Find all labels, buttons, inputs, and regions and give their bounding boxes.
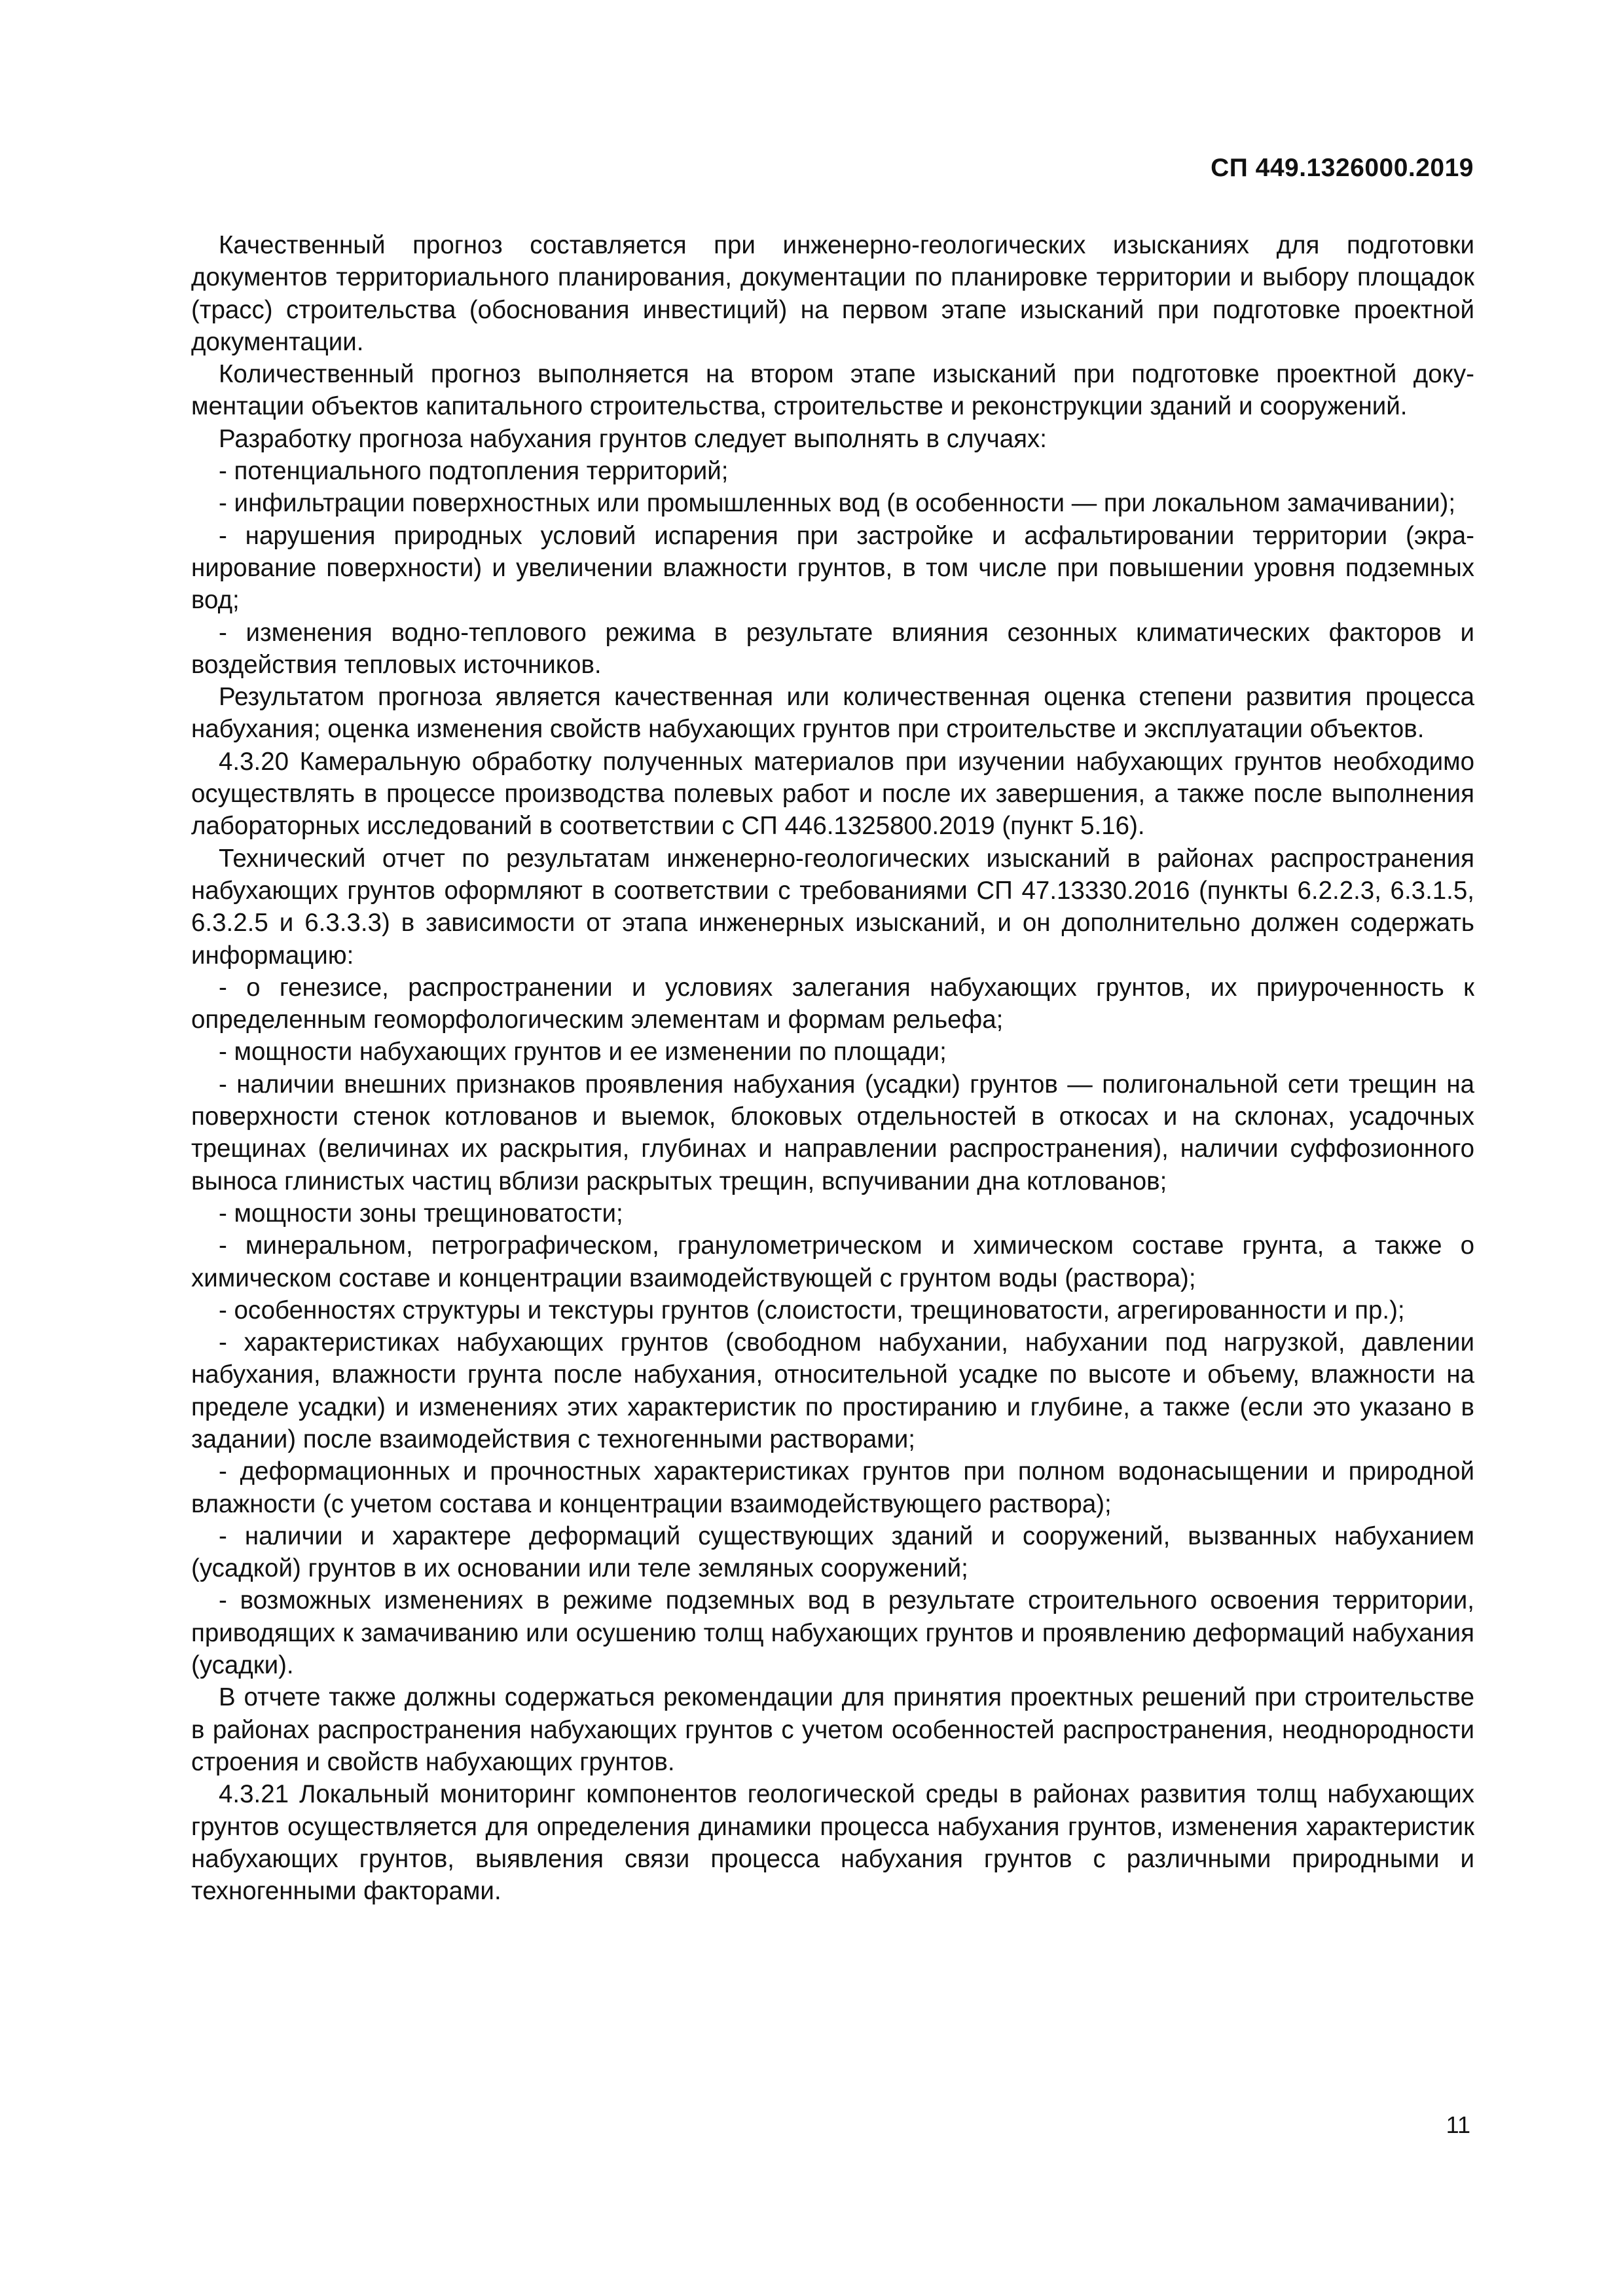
list-item: - наличии и характере деформаций существующих зданий и сооружений, вызванных набуханием (усадкой) грунтов в их основании или теле земляных сооружений; xyxy=(191,1522,1474,1583)
paragraph: Технический отчет по результатам инженерно-геологических изысканий в районах распространения набухающих грунтов оформляют в соответствии с требованиями СП 47.13330.2016 (пункты 6.2.2.3, 6.3.1.5, 6.3.2.5 и 6.3.3.3) в зависимости от этапа инженерных изысканий, и он дополнительно должен содержать информацию: xyxy=(191,844,1474,970)
paragraph: Результатом прогноза является качественная или количественная оценка степени развития процесса набухания; оценка изменения свойств набухающих грунтов при строительстве и эксплуатации объектов. xyxy=(191,683,1474,744)
paragraph: Качественный прогноз составляется при инженерно-геологических изысканиях для подготовки документов территориального планирования, документации по планировке территории и выбору площадок (трасс) строительства (обоснования инвестиций) на первом этапе изысканий при подготовке проектной документации. xyxy=(191,231,1474,356)
clause-4-3-21: 4.3.21 Локальный мониторинг компонентов геологической среды в районах развития толщ набухающих грунтов осуществляется для определения динамики процесса набухания грунтов, изменения характеристик набухающих грунтов, выявления связи процесса набухания грунтов с различными природными и техногенными факторами. xyxy=(191,1780,1474,1906)
list-item: - изменения водно-теплового режима в результате влияния сезонных климатических факторов и воздействия тепловых источников. xyxy=(191,618,1474,679)
paragraph: В отчете также должны содержаться рекомендации для принятия проектных решений при строительстве в районах распространения набухающих грунтов с учетом особенностей распространения, неоднородности строения и свойств набухающих грунтов. xyxy=(191,1683,1474,1776)
clause-4-3-20: 4.3.20 Камеральную обработку полученных материалов при изучении набухающих грунтов необходимо осуществлять в процессе производства полевых работ и после их завершения, а также после выполнения лабораторных исследований в соответствии с СП 446.1325800.2019 (пункт 5.16). xyxy=(191,747,1474,841)
list-item: - наличии внешних признаков проявления набухания (усадки) грунтов — полигональной сети трещин на поверхности стенок котлованов и выемок, блоковых отдельностей в откосах и на склонах, усадочных трещинах (величинах их раскрытия, глубинах и направлении распространения), наличии суффозионного выноса глинистых частиц вблизи раскрытых трещин, вспучивании дна котлованов; xyxy=(191,1070,1474,1195)
list-item: - мощности зоны трещиноватости; xyxy=(219,1199,623,1228)
page-number: 11 xyxy=(1446,2111,1470,2138)
list-item: - мощности набухающих грунтов и ее изменении по площади; xyxy=(219,1038,947,1066)
list-item: - потенциального подтопления территорий; xyxy=(219,457,729,486)
list-item: - о генезисе, распространении и условиях залегания набухающих грунтов, их приуроченность к определенным геоморфологическим элементам и формам рельефа; xyxy=(191,973,1474,1034)
list-item: - инфильтрации поверхностных или промышленных вод (в особенности — при локальном замачивании); xyxy=(219,489,1456,518)
list-item: - минеральном, петрографическом, гранулометрическом и химическом составе грунта, а также о химическом составе и концентрации взаимодействующей с грунтом воды (раствора); xyxy=(191,1231,1474,1292)
list-item: - характеристиках набухающих грунтов (свободном набухании, набухании под нагрузкой, давлении набухания, влажности грунта после набухания, относительной усадке по высоте и объему, влажности на пределе усадки) и изменениях этих характеристик по простиранию и глубине, а также (если это указано в задании) после взаимодействия с техногенными растворами; xyxy=(191,1328,1474,1453)
paragraph: Количественный прогноз выполняется на втором этапе изысканий при подготовке проектной документации объектов капитального строительства, строительстве и реконструкции зданий и сооружений. xyxy=(191,360,1474,421)
document-body xyxy=(191,229,1474,1907)
document-code: СП 449.1326000.2019 xyxy=(1211,154,1474,182)
list-item: - особенностях структуры и текстуры грунтов (слоистости, трещиноватости, агрегированности и пр.); xyxy=(219,1296,1405,1324)
list-item: - деформационных и прочностных характеристиках грунтов при полном водонасыщении и природной влажности (с учетом состава и концентрации взаимодействующего раствора); xyxy=(191,1457,1474,1518)
list-item: - возможных изменениях в режиме подземных вод в результате строительного освоения территории, приводящих к замачиванию или осушению толщ набухающих грунтов и проявлению деформаций набухания (усадки). xyxy=(191,1586,1474,1680)
paragraph: Разработку прогноза набухания грунтов следует выполнять в случаях: xyxy=(219,424,1047,453)
list-item: - нарушения природных условий испарения при застройке и асфальтировании территории (экранирование поверхности) и увеличении влажности грунтов, в том числе при повышении уровня подземных вод; xyxy=(191,521,1474,615)
